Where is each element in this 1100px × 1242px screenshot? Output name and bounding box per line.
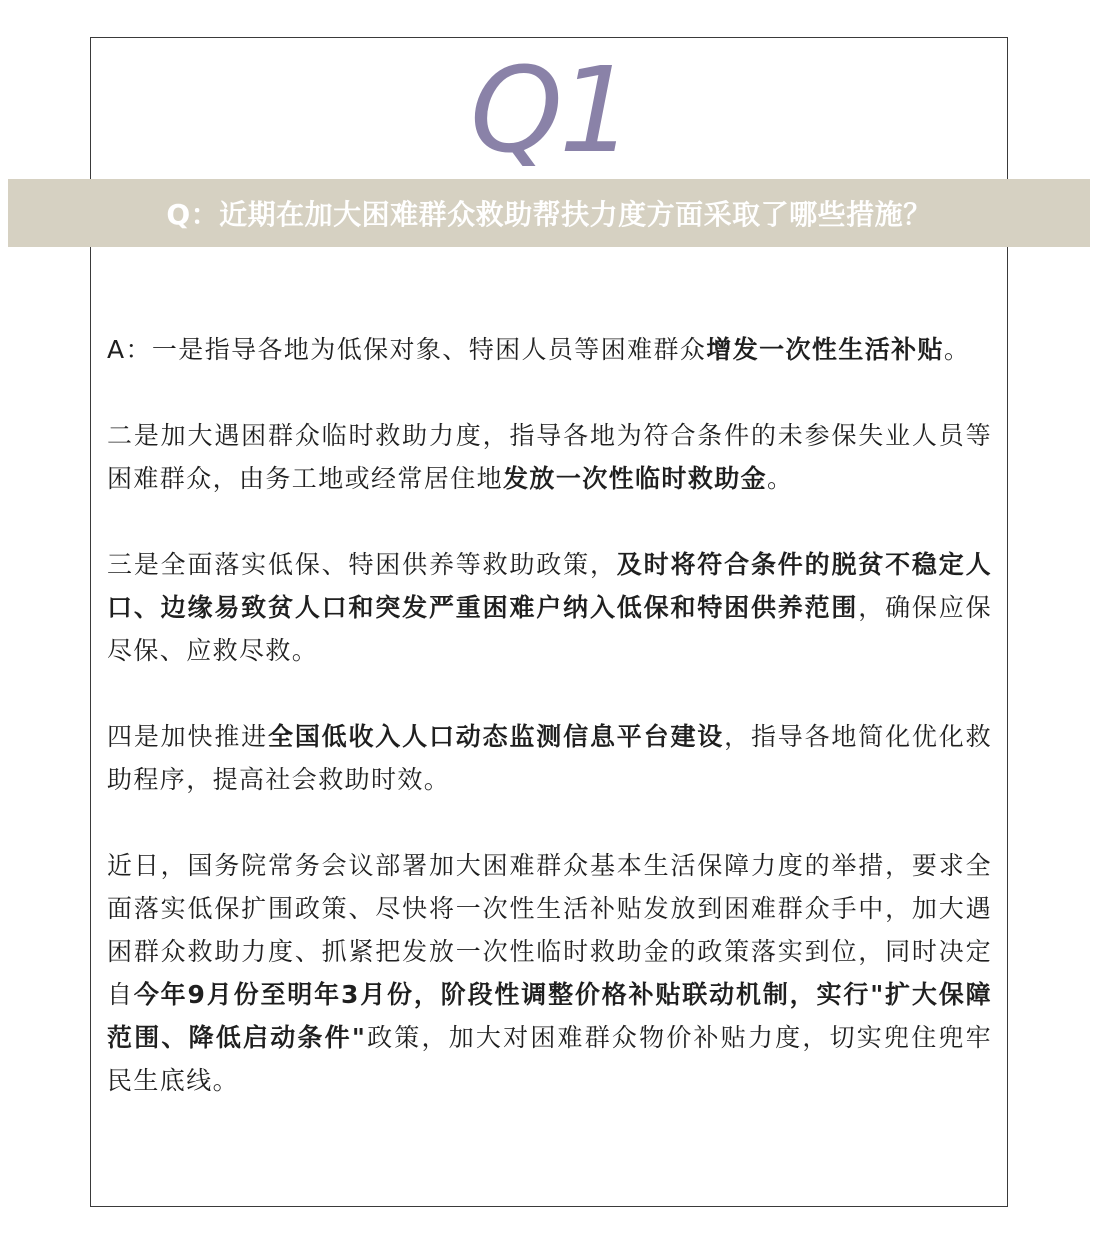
highlight-run: 增发一次性生活补贴: [706, 335, 944, 364]
answer-body: [107, 328, 992, 1102]
highlight-run: 发放一次性临时救助金: [503, 464, 768, 493]
text-run: 近日，国务院常务会议部署加大困难群众基本生活保障力度的举措，要求全面落实低保扩围政策、尽快将一次性生活补贴发放到困难群众手中，加大遇困群众救助力度、抓紧把发放一次性临时救助金的政策落实到位，同时决定自: [107, 851, 992, 1009]
answer-paragraph-2: [107, 414, 992, 500]
text-run: 二是加大遇困群众临时救助力度，指导各地为符合条件的未参保失业人员等困难群众，由务工地或经常居住地: [107, 421, 992, 493]
text-run: 。: [767, 464, 794, 493]
highlight-run: 全国低收入人口动态监测信息平台建设: [267, 722, 725, 751]
answer-paragraph-4: [107, 715, 992, 801]
text-run: ，确保应保尽保、应救尽救。: [107, 593, 992, 665]
text-run: ，指导各地简化优化救助程序，提高社会救助时效。: [107, 722, 992, 794]
answer-paragraph-5: [107, 844, 992, 1102]
text-run: 。: [943, 335, 971, 364]
answer-paragraph-3: [107, 543, 992, 672]
text-run: 四是加快推进: [107, 722, 268, 751]
question-text: Q：近期在加大困难群众救助帮扶力度方面采取了哪些措施？: [166, 198, 932, 231]
question-banner: [8, 179, 1090, 247]
text-run: A：一是指导各地为低保对象、特困人员等困难群众: [107, 335, 707, 364]
text-run: 三是全面落实低保、特困供养等救助政策，: [107, 550, 617, 579]
text-run: 政策，加大对困难群众物价补贴力度，切实兜住兜牢民生底线。: [107, 1023, 993, 1095]
highlight-run: 今年9月份至明年3月份，阶段性调整价格补贴联动机制，实行"扩大保障范围、降低启动条件": [107, 980, 992, 1052]
question-number: Q1: [470, 41, 630, 179]
answer-paragraph-1: [107, 328, 992, 371]
highlight-run: 及时将符合条件的脱贫不稳定人口、边缘易致贫人口和突发严重困难户纳入低保和特困供养范围: [107, 550, 992, 622]
